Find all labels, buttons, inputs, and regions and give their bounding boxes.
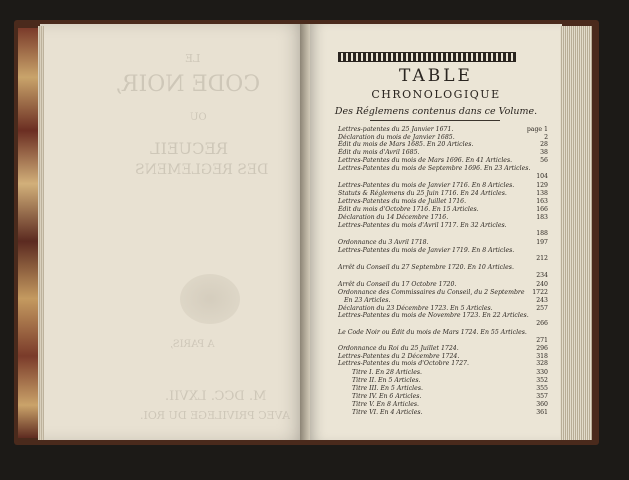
- toc-entry-page: 138: [536, 190, 548, 197]
- toc-entry-page: 361: [536, 409, 548, 416]
- toc-entry-title: Le Code Noir ou Édit du mois de Mars 1724. En 55 Articles.: [338, 329, 527, 336]
- toc-entry-page: 318: [536, 353, 548, 360]
- toc-entry: [338, 165, 548, 172]
- toc-entry-title: Lettres-Patentes du mois d'Octobre 1727.: [338, 360, 469, 367]
- toc-entry: [338, 157, 548, 164]
- toc-entry: [338, 190, 548, 197]
- toc-entry-page: 257: [536, 305, 548, 312]
- toc-entry: [338, 289, 548, 296]
- toc-entry: [338, 353, 548, 360]
- toc-entry-title: Lettres-patentes du 25 Janvier 1671.: [338, 126, 454, 133]
- toc-entry-title: Titre VI. En 4 Articles.: [352, 409, 423, 416]
- toc-entry-page: 129: [536, 182, 548, 189]
- toc-entry-title: Lettres-Patentes du mois de Janvier 1719. En 8 Articles.: [338, 247, 515, 254]
- toc-entry: [338, 182, 548, 189]
- toc-entry: [338, 222, 548, 229]
- toc-entry: [338, 149, 548, 156]
- bleed-text: RECUEIL: [150, 139, 229, 158]
- toc-entry-page: 183: [536, 214, 548, 221]
- toc-entry: [352, 369, 548, 376]
- toc-entry-page: 56: [540, 157, 548, 164]
- toc-entry: [338, 141, 548, 148]
- toc-entry-title: Titre IV. En 6 Articles.: [352, 393, 422, 400]
- toc-entry: [338, 312, 548, 319]
- toc-entry-title: Lettres-Patentes du mois de Mars 1696. En 41 Articles.: [338, 157, 513, 164]
- toc-entry: [338, 239, 548, 246]
- toc-entry-page: 243: [536, 297, 548, 304]
- toc-entry-title: Lettres-Patentes du 2 Décembre 1724.: [338, 353, 460, 360]
- bleed-text: CODE NOIR,: [115, 72, 261, 97]
- toc-entry-page: 1722: [532, 289, 548, 296]
- toc-entry-title: Titre II. En 5 Articles.: [352, 377, 421, 384]
- printer-ornament: [338, 52, 516, 62]
- toc-entry-title: Ordonnance des Commissaires du Conseil, du 2 Septembre: [338, 289, 525, 296]
- bleed-text: OU: [190, 112, 207, 123]
- toc-entry-page: page 1: [526, 126, 548, 133]
- right-page: [310, 24, 562, 440]
- bleed-text: DES REGLEMENS: [135, 162, 269, 178]
- toc-entry-page: 188: [536, 230, 548, 237]
- toc-entry: [338, 198, 548, 205]
- toc-entry: [338, 206, 548, 213]
- toc-entry-title: Lettres-Patentes du mois d'Avril 1717. En 32 Articles.: [338, 222, 507, 229]
- toc-entry-title: Titre V. En 8 Articles.: [352, 401, 420, 408]
- toc-entry: [338, 305, 548, 312]
- toc-entry-title: Ordonnance du Roi du 25 Juillet 1724.: [338, 345, 459, 352]
- toc-entry-title: En 23 Articles.: [344, 297, 391, 304]
- toc-entry-page: 296: [536, 345, 548, 352]
- bleed-text: LE: [185, 52, 201, 65]
- toc-entry: [338, 247, 548, 254]
- toc-entry: [352, 393, 548, 400]
- left-page-edges: [38, 26, 44, 440]
- ghost-vignette: [180, 274, 240, 324]
- toc-entry: [352, 385, 548, 392]
- toc-entry-title: Statuts & Réglemens du 25 Juin 1716. En 24 Articles.: [338, 190, 507, 197]
- toc-entry: [352, 377, 548, 384]
- toc-entry-page: 266: [536, 320, 548, 327]
- toc-entry: [338, 126, 548, 133]
- bleed-text: M. DCC. LXVII.: [165, 389, 267, 404]
- toc-entry-page: 355: [536, 385, 548, 392]
- toc-entry: [338, 329, 548, 336]
- right-page-edges: [560, 26, 592, 440]
- toc-entry-page: 357: [536, 393, 548, 400]
- toc-entry-page: 2: [544, 134, 548, 141]
- toc-entry: [344, 297, 548, 304]
- toc-entry-title: Édit du mois d'Avril 1685.: [338, 149, 420, 156]
- toc-entry-page: 330: [536, 369, 548, 376]
- left-page: [40, 24, 310, 440]
- toc-entry-title: Ordonnance du 3 Avril 1718.: [338, 239, 429, 246]
- toc-entry-page: 163: [536, 198, 548, 205]
- toc-entry-title: Arrêt du Conseil du 27 Septembre 1720. En 10 Articles.: [338, 264, 514, 271]
- toc-entry-page: 212: [536, 255, 548, 262]
- toc-entry-title: Lettres-Patentes du mois de Novembre 1723. En 22 Articles.: [338, 312, 529, 319]
- toc-entry-title: Lettres-Patentes du mois de Juillet 1716.: [338, 198, 467, 205]
- toc-entry: [338, 281, 548, 288]
- toc-entry-page: 352: [536, 377, 548, 384]
- toc-entry-title: Titre III. En 5 Articles.: [352, 385, 423, 392]
- toc-entry-title: Déclaration du 14 Décembre 1716.: [338, 214, 449, 221]
- toc-entry-title: Arrêt du Conseil du 17 Octobre 1720.: [338, 281, 457, 288]
- page-subheading: CHRONOLOGIQUE: [371, 88, 501, 101]
- toc-entry-page: 28: [540, 141, 548, 148]
- toc-entry: [338, 264, 548, 271]
- divider: [370, 120, 500, 121]
- toc-entry-page: 328: [536, 360, 548, 367]
- toc-entry-page: 240: [536, 281, 548, 288]
- bleed-text: AVEC PRIVILEGE DU ROI.: [140, 409, 290, 422]
- toc-entry-page: 166: [536, 206, 548, 213]
- toc-entry-page: 360: [536, 401, 548, 408]
- page-heading: TABLE: [399, 66, 473, 86]
- toc-entry: [352, 409, 548, 416]
- toc-entry: [338, 345, 548, 352]
- toc-entry-page: 234: [536, 272, 548, 279]
- toc-entry-title: Titre I. En 28 Articles.: [352, 369, 423, 376]
- toc-entry-title: Déclaration du mois de Janvier 1685.: [338, 134, 455, 141]
- toc-entry-title: Lettres-Patentes du mois de Septembre 1696. En 23 Articles.: [338, 165, 531, 172]
- bleed-text: A PARIS,: [170, 339, 215, 350]
- toc-entry-title: Édit du mois de Mars 1685. En 20 Articles.: [338, 141, 474, 148]
- toc-entry-page: 197: [536, 239, 548, 246]
- toc-entry: [338, 360, 548, 367]
- page-caption: Des Réglemens contenus dans ce Volume.: [334, 106, 538, 117]
- toc-entry-title: Lettres-Patentes du mois de Janvier 1716. En 8 Articles.: [338, 182, 515, 189]
- toc-entry: [338, 134, 548, 141]
- toc-entry: [338, 214, 548, 221]
- toc-entry-page: 271: [536, 337, 548, 344]
- toc-entry: [352, 401, 548, 408]
- toc-entry-title: Déclaration du 23 Décembre 1723. En 5 Articles.: [338, 305, 493, 312]
- toc-entry-page: 104: [536, 173, 548, 180]
- toc-entry-title: Édit du mois d'Octobre 1716. En 15 Articles.: [338, 206, 479, 213]
- toc-entry-page: 38: [540, 149, 548, 156]
